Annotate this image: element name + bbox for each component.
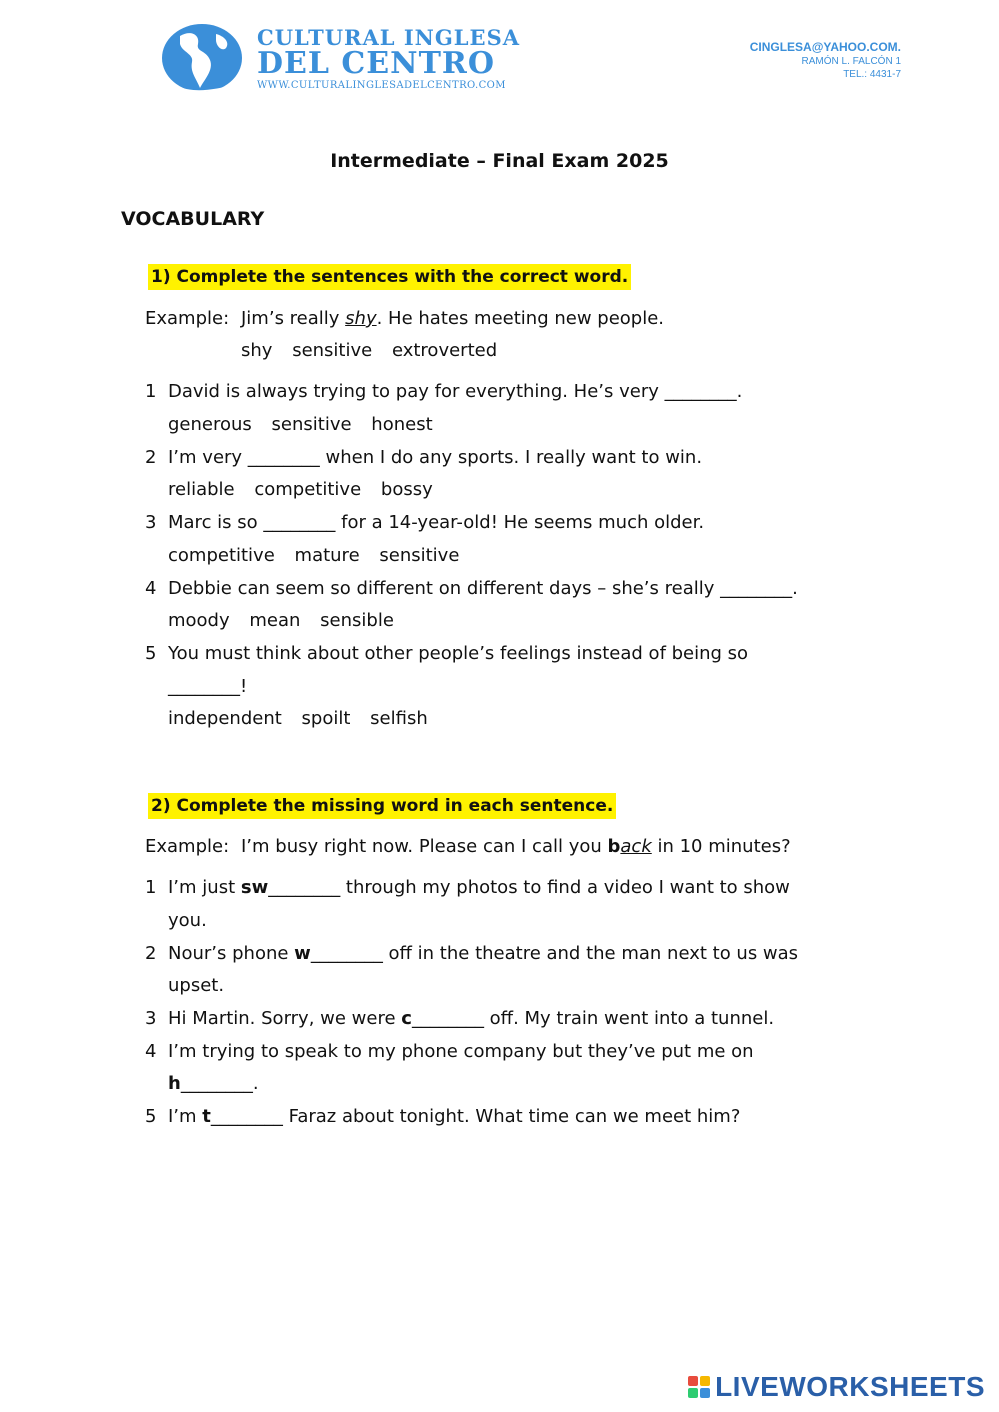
item-sentence-continued: ________! [168,676,248,697]
section-title: VOCABULARY [121,208,265,230]
first-letters: w [294,943,311,964]
contact-phone: TEL.: 4431-7 [843,69,901,80]
exercise1-example-options [241,339,497,363]
sentence-before: Hi Martin. Sorry, we were [168,1008,402,1029]
sentence-after: ________ Faraz about tonight. What time can we meet him? [210,1106,741,1127]
item-number: 5 [145,1106,157,1127]
exercise1-heading: 1) Complete the sentences with the correct word. [148,264,631,290]
logo-line2: DEL CENTRO [257,46,495,81]
exercise2-example-label: Example: [145,836,230,857]
option: mean [249,610,301,631]
logo-line1: CULTURAL INGLESA [257,25,521,50]
sentence-after: ________ through my photos to find a video I want to show [268,877,790,898]
liveworksheets-logo [688,1372,985,1402]
item-number: 3 [145,1008,157,1029]
option: generous [168,414,252,435]
example-before: Jim’s really [241,308,346,329]
first-letters: sw [240,877,269,898]
item-sentence [168,1105,740,1129]
item-number: 2 [145,447,157,468]
item-sentence-continued: upset. [168,975,225,996]
option: sensible [320,610,394,631]
item-sentence-continued [168,1072,259,1096]
sentence-before: I’m [168,1106,203,1127]
item-number: 1 [145,877,157,898]
item-options [168,478,433,502]
globe-logo-icon [160,22,244,94]
item-sentence [168,876,790,900]
first-letters: t [202,1106,211,1127]
example-after: . He hates meeting new people. [376,308,665,329]
sentence-after: ________. [180,1073,259,1094]
example-after: in 10 minutes? [651,836,791,857]
logo-url: WWW.CULTURALINGLESADELCENTRO.COM [257,80,506,91]
sentence-before: I’m just [168,877,241,898]
exercise1-example-sentence [241,307,664,331]
item-options [168,544,459,568]
item-sentence: David is always trying to pay for everything. He’s very ________. [168,381,743,402]
item-sentence: I’m very ________ when I do any sports. I really want to win. [168,447,703,468]
item-options [168,413,433,437]
option: sensitive [379,545,460,566]
item-sentence: Debbie can seem so different on different days – she’s really ________. [168,578,798,599]
example-answer: shy [345,308,377,329]
item-sentence [168,1007,774,1031]
item-number: 4 [145,578,157,599]
contact-block [750,40,901,81]
option: independent [168,708,282,729]
exercise1-example [145,307,229,331]
item-sentence: You must think about other people’s feelings instead of being so [168,643,749,664]
exercise2-heading: 2) Complete the missing word in each sentence. [148,793,616,819]
exercise2-example-sentence [241,835,791,859]
option: sensitive [292,340,373,361]
sentence-after: ________ off. My train went into a tunnel. [411,1008,775,1029]
item-sentence [168,942,798,966]
item-sentence: Marc is so ________ for a 14-year-old! He seems much older. [168,512,705,533]
item-options [168,609,394,633]
option: sensitive [271,414,352,435]
example-first-letter: b [607,836,621,857]
option: spoilt [301,708,351,729]
item-number: 5 [145,643,157,664]
sentence-before: Nour’s phone [168,943,295,964]
item-number: 1 [145,381,157,402]
example-before: I’m busy right now. Please can I call you [241,836,608,857]
option: mature [294,545,360,566]
item-number: 2 [145,943,157,964]
option: competitive [254,479,362,500]
option: honest [371,414,433,435]
liveworksheets-brand: LIVEWORKSHEETS [715,1371,985,1402]
option: selfish [370,708,428,729]
sentence-after: ________ off in the theatre and the man next to us was [310,943,799,964]
option: moody [168,610,230,631]
item-options [168,707,428,731]
contact-address: RAMÓN L. FALCÓN 1 [801,56,901,67]
option: reliable [168,479,235,500]
option: shy [241,340,273,361]
option: competitive [168,545,275,566]
item-number: 3 [145,512,157,533]
option: extroverted [391,340,498,361]
item-number: 4 [145,1041,157,1062]
page-title: Intermediate – Final Exam 2025 [330,150,669,172]
item-sentence: I’m trying to speak to my phone company but they’ve put me on [168,1041,754,1062]
example-label: Example: [145,308,230,329]
option: bossy [380,479,433,500]
example-answer: ack [620,836,652,857]
item-sentence-continued: you. [168,910,207,931]
liveworksheets-icon [688,1376,710,1398]
school-logo [257,26,520,91]
contact-email: CINGLESA@YAHOO.COM. [749,40,901,54]
first-letters: h [168,1073,181,1094]
first-letters: c [401,1008,412,1029]
